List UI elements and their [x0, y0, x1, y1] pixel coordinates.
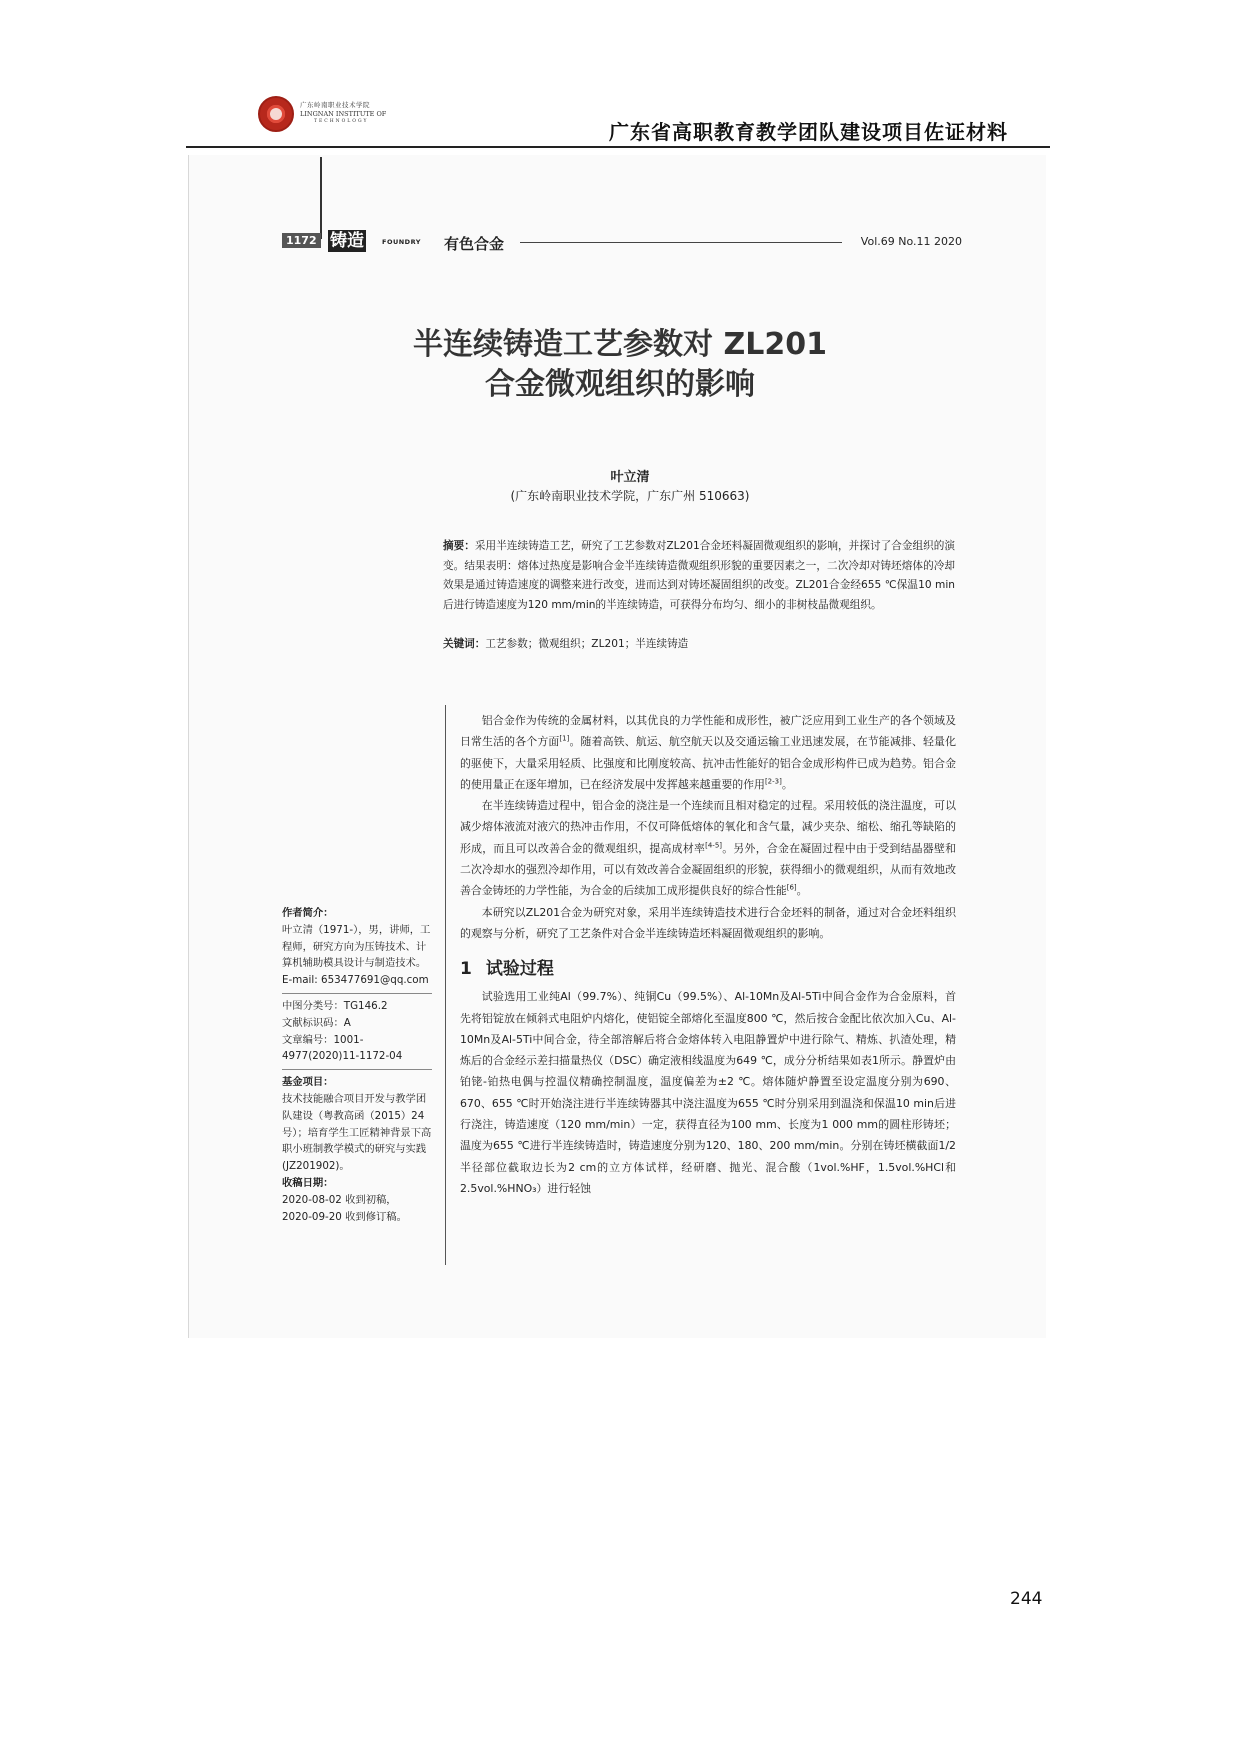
page-number: 244: [1010, 1589, 1043, 1609]
citation: [1]: [559, 734, 570, 743]
paper-title: [360, 325, 880, 405]
logo-name-en-sub: TECHNOLOGY: [314, 119, 369, 124]
document-header: [186, 92, 1050, 148]
logo-name-en: LINGNAN INSTITUTE OF: [300, 110, 387, 118]
clc-number: 中图分类号：TG146.2: [282, 999, 388, 1012]
keywords-label: 关键词：: [443, 638, 486, 650]
author-intro: [282, 905, 432, 994]
document-title: 广东省高职教育教学团队建设项目佐证材料: [609, 120, 1008, 144]
sidebar-notes: [282, 905, 432, 1233]
section-heading: [460, 956, 956, 982]
paper-affiliation: (广东岭南职业技术学院，广东广州 510663): [510, 489, 750, 503]
body-text: [460, 710, 956, 1199]
citation: [4-5]: [705, 841, 723, 850]
citation: [2-3]: [764, 777, 782, 786]
journal-name-en: FOUNDRY: [382, 238, 421, 246]
margin-line: [320, 157, 322, 239]
paper-title-line2: 合金微观组织的影响: [485, 367, 755, 402]
keywords: [443, 635, 955, 654]
author-intro-head: 作者简介：: [282, 907, 334, 919]
journal-rule: [520, 242, 842, 243]
abstract-text: 采用半连续铸造工艺，研究了工艺参数对ZL201合金坯料凝固微观组织的影响，并探讨了合金组织的演变。结果表明：熔体过热度是影响合金半连续铸造微观组织形貌的重要因素之一，二次冷却对铸坯熔体的冷却效果是通过铸造速度的调整来进行改变，进而达到对铸坯凝固组织的改变。ZL201合金经655 ℃保温10 min后进行铸造速度为120 mm/min的半连续铸造，可获得分布均匀、细小的非树枝晶微观组织。: [443, 540, 955, 611]
journal-header: [282, 232, 962, 252]
column-divider: [445, 705, 446, 1265]
abstract: [443, 537, 955, 615]
keywords-text: 工艺参数；微观组织；ZL201；半连续铸造: [485, 638, 689, 650]
classification-info: [282, 998, 432, 1070]
paper-author: 叶立清: [610, 470, 650, 485]
school-logo-icon: [258, 96, 294, 132]
paragraph: 本研究以ZL201合金为研究对象，采用半连续铸造技术进行合金坯料的制备，通过对合金坯料组织的观察与分析，研究了工艺条件对合金半连续铸造坯料凝固微观组织的影响。: [460, 905, 956, 940]
author-intro-text: 叶立清（1971-），男，讲师，工程师，研究方向为压铸技术、计算机辅助模具设计与制造技术。E-mail: 653477691@qq.com: [282, 923, 431, 987]
article-number: 文章编号：1001-4977(2020)11-1172-04: [282, 1033, 403, 1063]
scan-edge: [188, 155, 189, 1338]
text-run: 。另外，合金在凝固过程中由于受到结晶器壁和二次冷却水的强烈冷却作用，可以有效改善合金凝固组织的形貌，获得细小的微观组织，从而有效地改善合金铸坯的力学性能，为合金的后续加工成形提供良好的综合性能: [460, 841, 956, 898]
document-code: 文献标识码：A: [282, 1016, 351, 1029]
received-date-1: 2020-08-02 收到初稿，: [282, 1193, 397, 1206]
text-run: 。: [781, 777, 793, 791]
paper-title-line1: 半连续铸造工艺参数对 ZL201: [413, 327, 827, 362]
journal-volume: Vol.69 No.11 2020: [860, 235, 962, 248]
text-run: 在半连续铸造过程中，铝合金的浇注是一个连续而且相对稳定的过程。采用较低的浇注温度，可以减少熔体液流对液穴的热冲击作用，不仅可降低熔体的氧化和含气量，减少夹杂、缩松、缩孔等缺陷的形成，而且可以改善合金的微观组织，提高成材率: [460, 799, 956, 855]
journal-page-number: 1172: [282, 233, 321, 248]
header-divider: [186, 146, 1050, 148]
citation: [6]: [786, 883, 797, 892]
fund-text: 技术技能融合项目开发与教学团队建设（粤教高函（2015）24号）；培育学生工匠精神背景下高职小班制教学模式的研究与实践(JZ201902)。: [282, 1092, 432, 1173]
logo-name-cn: 广东岭南职业技术学院: [300, 101, 370, 109]
text-run: 。随着高铁、航运、航空航天以及交通运输工业迅速发展，在节能减排、轻量化的驱使下，大量采用轻质、比强度和比刚度较高、抗冲击性能好的铝合金成形构件已成为趋势。铝合金的使用量正在逐年增加，已在经济发展中发挥越来越重要的作用: [460, 735, 956, 791]
section-number: 1: [460, 959, 472, 980]
section-title: 试验过程: [485, 959, 554, 980]
journal-section: 有色合金: [444, 235, 505, 253]
paragraph: 试验选用工业纯Al（99.7%）、纯铜Cu（99.5%）、Al-10Mn及Al-5Ti中间合金作为合金原料，首先将铝锭放在倾斜式电阻炉内熔化，使铝锭全部熔化至温度800 ℃，然后按合金配比依次加入Cu、Al-10Mn及Al-5Ti中间合金，待全部溶解后将合金熔体转入电阻静置炉中进行除气、精炼、扒渣处理，精炼后的合金经示差扫描量热仪（DSC）确定液相线温度为649 ℃，成分分析结果如表1所示。静置炉由铂铑-铂热电偶与控温仪精确控制温度，温度偏差为±2 ℃。熔体随炉静置至设定温度分别为690、670、655 ℃时开始浇注进行半连续铸器其中浇注温度为655 ℃时分别采用到温浇和保温10 min后进行浇注，铸造速度（120 mm/min）一定，获得直径为100 mm、长度为1 000 mm的圆柱形铸坯；温度为655 ℃进行半连续铸造时，铸造速度分别为120、180、200 mm/min。分别在铸坯横截面1/2半径部位截取边长为2 cm的立方体试样，经研磨、抛光、混合酸（1vol.%HF，1.5vol.%HCl和2.5vol.%HNO₃）进行轻蚀: [460, 990, 956, 1195]
received-head: 收稿日期：: [282, 1176, 334, 1189]
paragraph: [460, 710, 956, 795]
journal-logo: 铸造: [330, 231, 364, 251]
abstract-label: 摘要：: [443, 540, 475, 552]
received-date-2: 2020-09-20 收到修订稿。: [282, 1210, 407, 1223]
text-run: 。: [796, 884, 808, 898]
fund-head: 基金项目：: [282, 1076, 334, 1089]
fund-info: [282, 1074, 432, 1229]
text-run: 铝合金作为传统的金属材料，以其优良的力学性能和成形性，被广泛应用到工业生产的各个领域及日常生活的各个方面: [460, 714, 956, 749]
paragraph: [460, 795, 956, 901]
